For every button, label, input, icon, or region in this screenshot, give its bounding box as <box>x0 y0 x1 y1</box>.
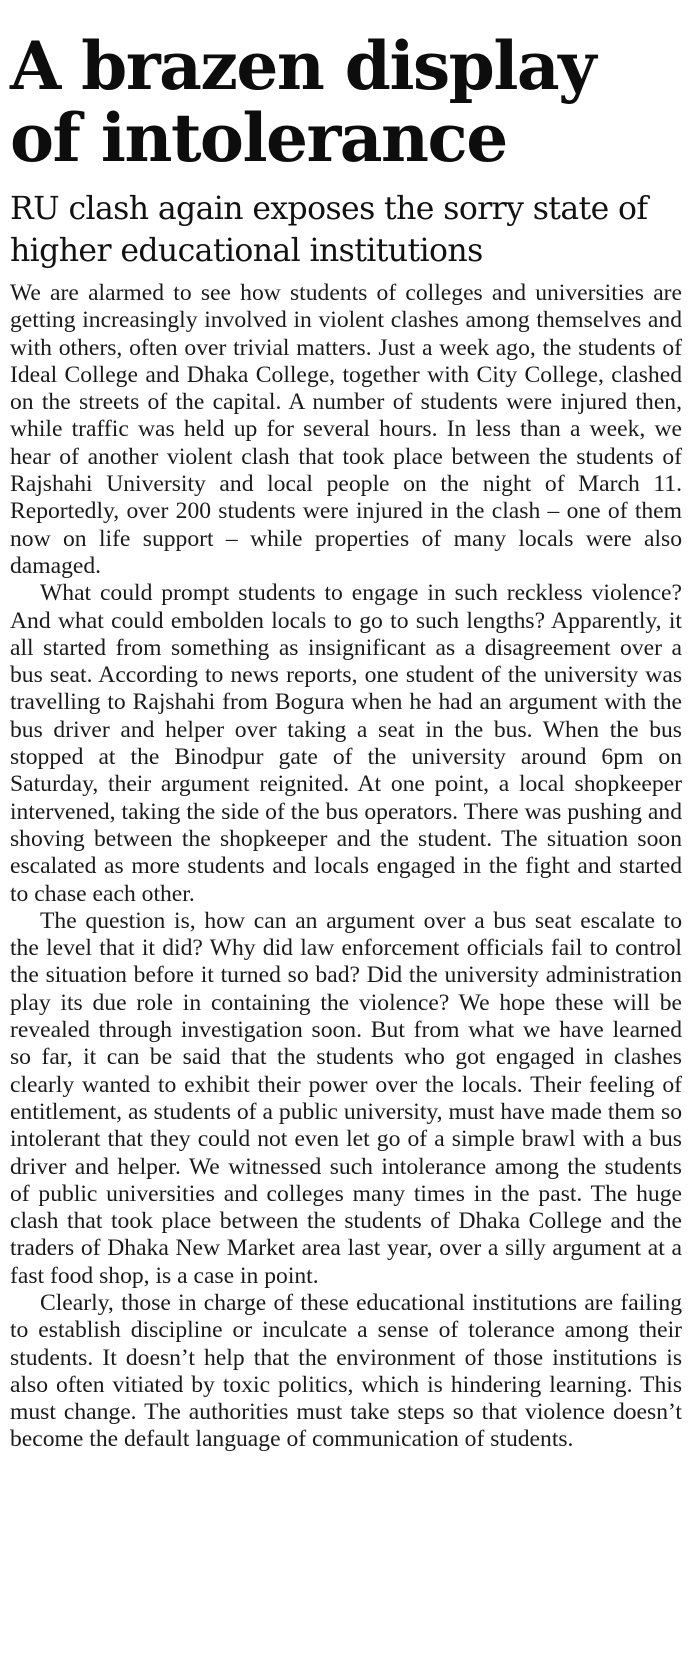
article-subheadline: RU clash again exposes the sorry state of higher educational institutions <box>10 191 648 269</box>
editorial-article <box>10 0 682 1454</box>
article-body <box>10 280 682 1454</box>
paragraph-1: We are alarmed to see how students of colleges and universities are getting increasingly involved in violent clashes among themselves and with others, often over trivial matters. Just a week ago, the students of Ideal College and Dhaka College, together with City College, clashed on the streets of the capital. A number of students were injured then, while traffic was held up for several hours. In less than a week, we hear of another violent clash that took place between the students of Rajshahi University and local people on the night of March 11. Reportedly, over 200 students were injured in the clash – one of them now on life support – while properties of many locals were also damaged. <box>10 280 682 579</box>
article-headline: A brazen display of intolerance <box>10 27 596 177</box>
paragraph-3: The question is, how can an argument over a bus seat escalate to the level that it did? Why did law enforcement officials fail to control the situation before it turned so bad? Did the university administration play its due role in containing the violence? We hope these will be revealed through investigation soon. But from what we have learned so far, it can be said that the students who got engaged in clashes clearly wanted to exhibit their power over the locals. Their feeling of entitlement, as students of a public university, must have made them so intolerant that they could not even let go of a simple brawl with a bus driver and helper. We witnessed such intolerance among the students of public universities and colleges many times in the past. The huge clash that took place between the students of Dhaka College and the traders of Dhaka New Market area last year, over a silly argument at a fast food shop, is a case in point. <box>10 907 682 1289</box>
paragraph-2: What could prompt students to engage in such reckless violence? And what could embolden locals to go to such lengths? Apparently, it all started from something as insignificant as a disagreement over a bus seat. According to news reports, one student of the university was travelling to Rajshahi from Bogura when he had an argument with the bus driver and helper over taking a seat in the bus. When the bus stopped at the Binodpur gate of the university around 6pm on Saturday, their argument reignited. At one point, a local shopkeeper intervened, taking the side of the bus operators. There was pushing and shoving between the shopkeeper and the student. The situation soon escalated as more students and locals engaged in the fight and started to chase each other. <box>10 580 682 907</box>
paragraph-4: Clearly, those in charge of these educational institutions are failing to establish discipline or inculcate a sense of tolerance among their students. It doesn’t help that the environment of those institutions is also often vitiated by toxic politics, which is hindering learning. This must change. The authorities must take steps so that violence doesn’t become the default language of communication of students. <box>10 1289 682 1453</box>
